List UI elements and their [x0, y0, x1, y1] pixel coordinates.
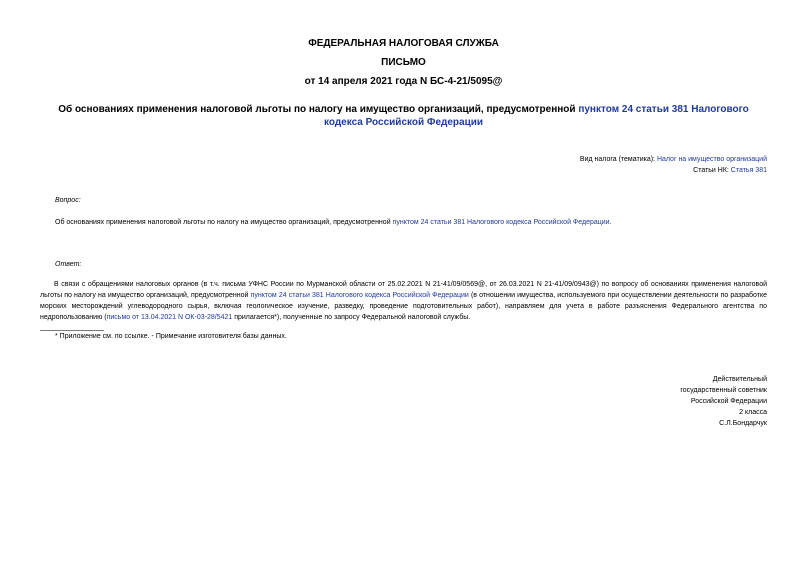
tax-type-label: Вид налога (тематика):	[579, 156, 657, 163]
signature-line-1: Действительный	[712, 376, 767, 383]
answer-link-letter[interactable]: письмо от 13.04.2021 N ОК-03-28/5421	[106, 314, 233, 321]
question-label: Вопрос:	[55, 197, 81, 204]
question-text: Об основаниях применения налоговой льготы по налогу на имущество организаций, предусмотренной пунктом 24 статьи 381 Налогового кодекса Российской Федерации.	[55, 219, 612, 226]
signature-block	[567, 374, 767, 429]
answer-link-article-381[interactable]: пунктом 24 статьи 381 Налогового кодекса Российской Федерации	[250, 292, 469, 299]
doc-type-heading: ПИСЬМО	[381, 57, 426, 68]
agency-heading: ФЕДЕРАЛЬНАЯ НАЛОГОВАЯ СЛУЖБА	[308, 38, 499, 49]
signature-line-3: Российской Федерации	[690, 398, 767, 405]
signature-line-2: государственный советник	[680, 387, 767, 394]
nk-articles-line	[693, 167, 767, 174]
answer-paragraph: В связи с обращениями налоговых органов (в т.ч. письма УФНС России по Мурманской области от 25.02.2021 N 21-41/09/0569@, от 26.03.2021 N 21-41/09/0943@) по вопросу об основаниях применения налоговой льготы по налогу на имущество организаций, предусмотренной пунктом 24 статьи 381 Налогового кодекса Российской Федерации (в отношении имущества, используемого при осуществлении деятельности по разработке морских месторождений углеводородного сырья, включая геологическое изучение, разведку, проведение подготовительных работ), направляем для учета в работе разъяснения Федерального агентства по недропользованию (письмо от 13.04.2021 N ОК-03-28/5421 прилагается*), полученные по запросу Федеральной налоговой службы.	[40, 281, 768, 321]
title-link-article-381[interactable]: пунктом 24 статьи 381 Налогового кодекса Российской Федерации	[323, 104, 749, 128]
tax-type-line	[580, 156, 767, 163]
footnote-text: * Приложение см. по ссылке. - Примечание изготовителя базы данных.	[55, 333, 287, 340]
date-number-heading: от 14 апреля 2021 года N БС-4-21/5095@	[304, 76, 503, 87]
title-text: Об основаниях применения налоговой льготы по налогу на имущество организаций, предусмотренной	[58, 104, 579, 115]
question-link-article-381[interactable]: пунктом 24 статьи 381 Налогового кодекса Российской Федерации	[392, 219, 610, 226]
signature-name: С.Л.Бондарчук	[719, 420, 767, 427]
signature-line-4: 2 класса	[739, 409, 767, 416]
footnote-divider	[40, 330, 104, 331]
document-title	[40, 103, 767, 129]
nk-article-link[interactable]: Статья 381	[730, 167, 767, 174]
answer-label: Ответ:	[55, 261, 82, 268]
tax-type-link[interactable]: Налог на имущество организаций	[656, 156, 767, 163]
nk-articles-label: Статьи НК:	[693, 167, 731, 174]
